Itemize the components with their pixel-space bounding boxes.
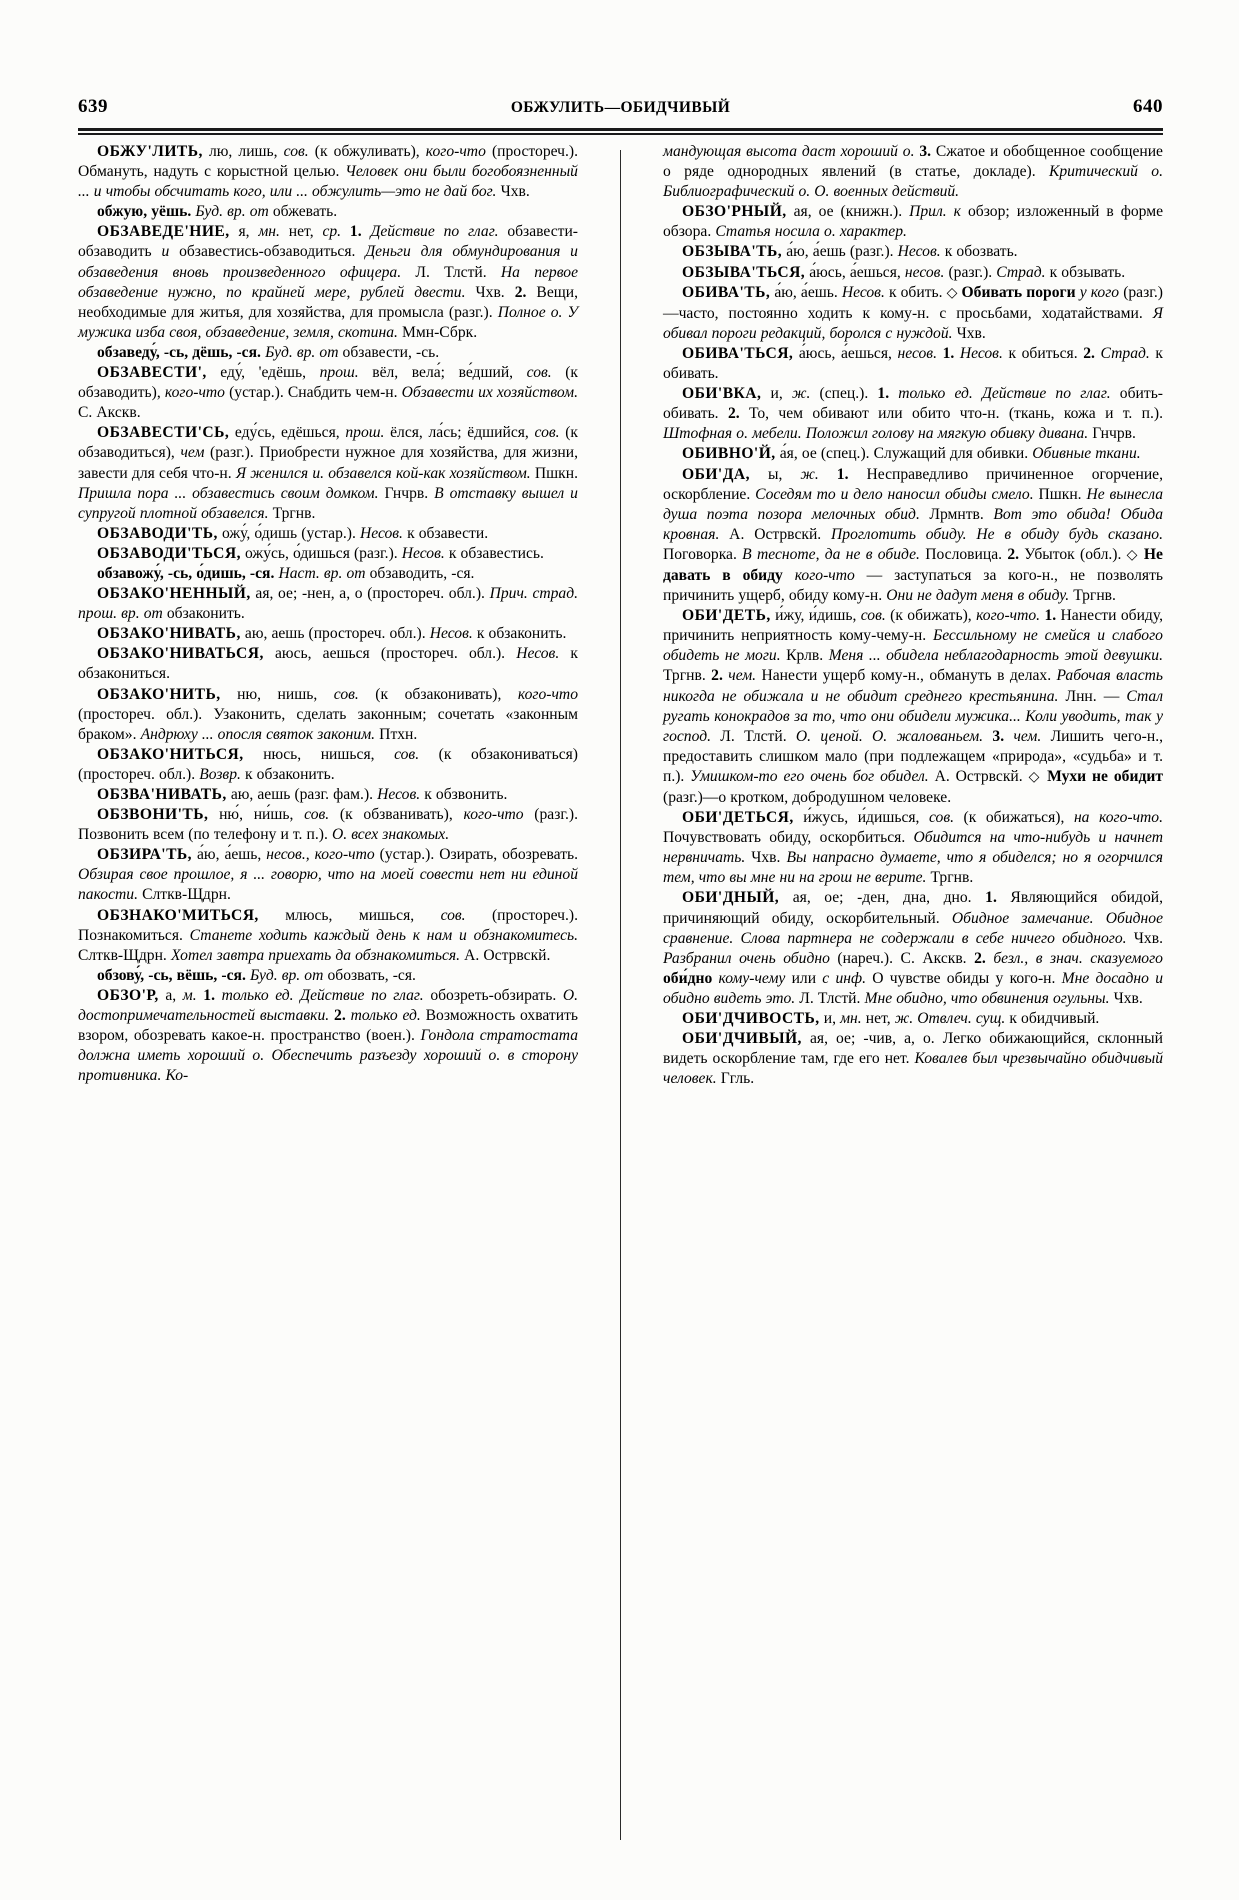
dictionary-entry bbox=[78, 906, 578, 966]
entry-definition: ая, ое; -нен, а, о (простореч. обл.). Прич. страд. прош. вр. от обзаконить. bbox=[78, 585, 579, 623]
dictionary-entry bbox=[78, 544, 578, 564]
entry-definition: ы, ж. 1. Несправедливо причиненное огорчение, оскорбление. Соседям то и дело наносил обиды смело. Пшкн. Не вынесла душа поэта позора мелочных обид. Лрмнтв. Вот это обида! Обида кровная. А. Острвскй. Проглотить обиду. Не в обиду будь сказано. Поговорка. В тесноте, да не в обиде. Пословица. 2. Убыток (обл.). ◇ Не давать в обиду кого-что — заступаться за кого-н., не позволять причинить ущерб, обиду кому-н. Они не дадут меня в обиду. Тргнв. bbox=[663, 465, 1163, 605]
entry-headword: ОБЗАВЕСТИ'СЬ, bbox=[97, 424, 230, 442]
header-rule bbox=[78, 128, 1163, 135]
entry-definition: аюсь, аешься (простореч. обл.). Несов. к обзакониться. bbox=[78, 645, 578, 683]
columns-area bbox=[78, 142, 1163, 1842]
entry-headword: ОБЗЫВА'ТЬ, bbox=[682, 243, 783, 261]
dictionary-entry bbox=[663, 263, 1163, 283]
entry-definition: и, ж. (спец.). 1. только ед. Действие по глаг. обить-обивать. 2. То, чем обивают или обито что-н. (ткань, кожа и т. п.). Штофная о. мебели. Положил голову на мягкую обивку дивана. Гнчрв. bbox=[663, 385, 1163, 443]
entry-definition: ая, ое; -ден, дна, дно. 1. Являющийся обидой, причиняющий обиду, оскорбительный. Обидное замечание. Обидное сравнение. Слова партнера не содержали в себе ничего обидного. Чхв. Разбранил очень обидно (нареч.). С. Акскв. 2. безл., в знач. сказуемого оби́дно кому-чему или с инф. О чувстве обиды у кого-н. Мне досадно и обидно видеть это. Л. Тлстй. Мне обидно, что обвинения огульны. Чхв. bbox=[663, 889, 1164, 1007]
dictionary-entry bbox=[78, 423, 578, 523]
entry-headword: ОБИ'ДЕТЬСЯ, bbox=[682, 809, 794, 827]
dictionary-entry bbox=[663, 606, 1163, 808]
entry-headword: ОБЗО'РНЫЙ, bbox=[682, 203, 787, 221]
column-left bbox=[78, 142, 578, 1086]
dictionary-subentry bbox=[78, 202, 578, 222]
dictionary-entry bbox=[663, 1009, 1163, 1029]
dictionary-entry bbox=[78, 745, 578, 785]
dictionary-entry bbox=[663, 1029, 1163, 1089]
entry-definition: а́юсь, а́ешься, несов. (разг.). Страд. к обзывать. bbox=[805, 263, 1126, 281]
page-number-left: 639 bbox=[78, 96, 108, 117]
entry-definition: Буд. вр. от обзавести, -сь. bbox=[265, 343, 440, 361]
entry-headword: ОБЗАКО'НИВАТЬСЯ, bbox=[97, 645, 264, 663]
entry-definition: а, м. 1. только ед. Действие по глаг. обозреть-обзирать. О. достопримечательностей выставки. 2. только ед. Возможность охватить взором, обозревать какое-н. пространство (воен.). Гондола стратостата должна иметь хороший о. Обеспечить разъезду хороший о. в сторону противника. Ко- bbox=[78, 986, 578, 1085]
entry-headword: ОБЗАКО'НИТЬСЯ, bbox=[97, 745, 244, 763]
entry-headword: ОБЖУ'ЛИТЬ, bbox=[97, 143, 203, 160]
entry-headword: ОБЗАВОДИ'ТЬ, bbox=[97, 524, 218, 542]
dictionary-entry bbox=[663, 202, 1163, 242]
entry-definition: и, мн. нет, ж. Отвлеч. сущ. к обидчивый. bbox=[819, 1010, 1100, 1028]
entry-definition: и́жусь, и́дишься, сов. (к обижаться), на кого-что. Почувствовать обиду, оскорбиться. Обидится на что-нибудь и начнет нервничать. Чхв. Вы напрасно думаете, что я обиделся; но я огорчился тем, что вы мне ни на грош не верите. Тргнв. bbox=[663, 809, 1163, 887]
entry-definition: я, мн. нет, ср. 1. Действие по глаг. обзавести-обзаводить и обзавестись-обзаводиться. Деньги для обмундирования и обзаведения вновь произведенного офицера. Л. Тлстй. На первое обзаведение нужно, по крайней мере, рублей двести. Чхв. 2. Вещи, необходимые для житья, для хозяйства, для промысла (разг.). Полное о. У мужика изба своя, обзаведение, земля, скотина. Ммн-Сбрк. bbox=[78, 223, 579, 341]
entry-headword: обзавожу́, -сь, о́дишь, -ся. bbox=[97, 564, 275, 582]
entry-headword: ОБИ'ДЧИВОСТЬ, bbox=[682, 1010, 820, 1028]
dictionary-entry bbox=[78, 624, 578, 644]
entry-definition: ая, ое; -чив, а, о. Легко обижающийся, склонный видеть оскорбление там, где его нет. Ковалев был чрезвычайно обидчивый человек. Ггль. bbox=[663, 1030, 1163, 1088]
dictionary-subentry bbox=[78, 343, 578, 363]
dictionary-entry bbox=[78, 584, 578, 624]
dictionary-entry bbox=[663, 384, 1163, 444]
dictionary-entry bbox=[663, 888, 1163, 1009]
entry-headword: ОБЗВОНИ'ТЬ, bbox=[97, 806, 209, 824]
entry-definition: нюсь, нишься, сов. (к обзакониваться) (простореч. обл.). Возвр. к обзаконить. bbox=[78, 745, 578, 783]
entry-definition: аю, аешь (простореч. обл.). Несов. к обзаконить. bbox=[240, 625, 567, 643]
entry-definition: аю, аешь (разг. фам.). Несов. к обзвонить. bbox=[226, 786, 508, 803]
entry-headword: ОБЗВА'НИВАТЬ, bbox=[97, 786, 227, 803]
entry-headword: ОБЗАВЕДЕ'НИЕ, bbox=[97, 223, 230, 241]
dictionary-entry bbox=[78, 222, 578, 343]
running-head-title: ОБЖУЛИТЬ—ОБИДЧИВЫЙ bbox=[510, 99, 731, 116]
dictionary-subentry bbox=[78, 966, 578, 986]
entry-headword: ОБИВА'ТЬСЯ, bbox=[682, 344, 794, 362]
entry-definition: еду́, 'едёшь, прош. вёл, вела́; ве́дший, сов. (к обзаводить), кого-что (устар.). Снабдить чем-н. Обзавести их хозяйством. С. Акскв. bbox=[78, 364, 578, 422]
entry-definition: а́ю, а́ешь (разг.). Несов. к обозвать. bbox=[782, 243, 1018, 261]
dictionary-entry bbox=[78, 363, 578, 423]
entry-headword: ОБЗАВЕСТИ', bbox=[97, 364, 207, 382]
entry-definition: ожу́, о́дишь (устар.). Несов. к обзавести. bbox=[217, 524, 489, 542]
entry-definition: ая, ое (книжн.). Прил. к обзор; изложенный в форме обзора. Статья носила о. характер. bbox=[663, 203, 1163, 241]
entry-definition: ню, нишь, сов. (к обзаконивать), кого-что (простореч. обл.). Узаконить, сделать законным; сочетать «законным браком». Андрюху ... опосля святок законим. Птхн. bbox=[78, 685, 578, 743]
entry-definition: мандующая высота даст хороший о. 3. Сжатое и обобщенное сообщение о ряде однородных явлений (в статье, докладе). Критический о. Библиографический о. О. военных действий. bbox=[663, 143, 1164, 201]
column-right bbox=[663, 142, 1163, 1089]
entry-headword: ОБЗЫВА'ТЬСЯ, bbox=[682, 263, 806, 281]
entry-definition: а́ю, а́ешь. Несов. к обить. ◇ Обивать пороги у кого (разг.)—часто, постоянно ходить к кому-н. с просьбами, ходатайствами. Я обивал пороги редакций, боролся с нуждой. Чхв. bbox=[663, 283, 1163, 342]
entry-headword: ОБИВА'ТЬ, bbox=[682, 283, 771, 301]
entry-definition: млюсь, мишься, сов. (простореч.). Познакомиться. Станете ходить каждый день к нам и обзнакомитесь. Слткв-Щдрн. Хотел завтра приехать да обзнакомиться. А. Острвскй. bbox=[78, 906, 578, 964]
entry-definition: Буд. вр. от обозвать, -ся. bbox=[249, 966, 416, 984]
dictionary-entry bbox=[663, 444, 1163, 464]
entry-headword: ОБЗАВОДИ'ТЬСЯ, bbox=[97, 544, 241, 562]
entry-definition: а́юсь, а́ешься, несов. 1. Несов. к обиться. 2. Страд. к обивать. bbox=[663, 344, 1163, 383]
entry-headword: обзаведу́, -сь, дёшь, -ся. bbox=[97, 343, 261, 361]
rule-thin bbox=[78, 133, 1163, 135]
entry-definition: еду́сь, едёшься, прош. ёлся, ла́сь; ёдшийся, сов. (к обзаводиться), чем (разг.). Приобрести нужное для хозяйства, для жизни, завести для себя что-н. Я женился и. обзавелся кой-как хозяйством. Пшкн. Пришла пора ... обзавестись своим домком. Гнчрв. В отставку вышел и супругой плотной обзавелся. Тргнв. bbox=[78, 424, 579, 522]
column-divider bbox=[620, 150, 621, 1840]
dictionary-entry bbox=[78, 685, 578, 745]
entry-definition: Буд. вр. от обжевать. bbox=[195, 203, 338, 221]
entry-definition: лю, лишь, сов. (к обжуливать), кого-что (простореч.). Обмануть, надуть с корыстной целью. Человек они были богобоязненный ... и чтобы обсчитать кого, или ... обжулить—это не дай бог. Чхв. bbox=[78, 143, 578, 201]
dictionary-entry bbox=[663, 283, 1163, 344]
entry-headword: ОБЗО'Р, bbox=[97, 986, 159, 1004]
entry-headword: ОБИ'ДЧИВЫЙ, bbox=[682, 1030, 802, 1048]
dictionary-entry bbox=[78, 785, 578, 805]
entry-definition: ню́, ни́шь, сов. (к обзванивать), кого-что (разг.). Позвонить всем (по телефону и т. п.). О. всех знакомых. bbox=[78, 806, 579, 844]
entry-headword: ОБИ'ВКА, bbox=[682, 385, 762, 403]
dictionary-subentry bbox=[78, 564, 578, 584]
dictionary-entry bbox=[78, 644, 578, 684]
dictionary-entry bbox=[663, 808, 1163, 888]
dictionary-entry bbox=[663, 242, 1163, 262]
entry-definition: Наст. вр. от обзаводить, -ся. bbox=[278, 564, 475, 582]
entry-headword: ОБЗИРА'ТЬ, bbox=[97, 846, 193, 864]
entry-headword: ОБЗНАКО'МИТЬСЯ, bbox=[97, 906, 259, 924]
page-number-right: 640 bbox=[1133, 96, 1163, 117]
entry-headword: обжую, уёшь. bbox=[97, 203, 192, 221]
dictionary-entry bbox=[663, 465, 1163, 607]
entry-definition: а́я, ое (спец.). Служащий для обивки. Обивные ткани. bbox=[775, 445, 1141, 463]
entry-headword: ОБИ'ДЕТЬ, bbox=[682, 607, 771, 625]
entry-definition: ожу́сь, о́дишься (разг.). Несов. к обзавестись. bbox=[240, 544, 544, 562]
entry-headword: ОБЗАКО'НИВАТЬ, bbox=[97, 625, 241, 643]
dictionary-entry bbox=[78, 986, 578, 1086]
entry-definition: и́жу, и́дишь, сов. (к обижать), кого-что. 1. Нанести обиду, причинить неприятность кому-чему-н. Бессильному не смейся и слабого обидеть не моги. Крлв. Меня ... обидела неблагодарность этой девушки. Тргнв. 2. чем. Нанести ущерб кому-н., обмануть в делах. Рабочая власть никогда не обижала и не обидит среднего крестьянина. Лнн. — Стал ругать конокрадов за то, что они обидели мужика... Коли уводить, так у господ. Л. Тлстй. О. ценой. О. жалованьем. 3. чем. Лишить чего-н., предоставить слишком мало (при подлежащем «природа», «судьба» и т. п.). Умишком-то его очень бог обидел. А. Острвскй. ◇ Мухи не обидит (разг.)—о кротком, добродушном человеке. bbox=[663, 607, 1163, 806]
entry-headword: ОБИ'ДНЫЙ, bbox=[682, 889, 780, 907]
dictionary-entry bbox=[663, 142, 1163, 202]
entry-headword: ОБЗАКО'НИТЬ, bbox=[97, 685, 221, 703]
entry-headword: ОБЗАКО'НЕННЫЙ, bbox=[97, 585, 251, 603]
entry-headword: ОБИ'ДА, bbox=[682, 465, 750, 483]
running-head bbox=[78, 96, 1163, 122]
dictionary-entry bbox=[78, 142, 578, 202]
dictionary-entry bbox=[663, 344, 1163, 384]
dictionary-entry bbox=[78, 524, 578, 544]
entry-definition: а́ю, а́ешь, несов., кого-что (устар.). Озирать, обозревать. Обзирая свое прошлое, я ... говорю, что на моей совести нет ни единой пакости. Слткв-Щдрн. bbox=[78, 846, 579, 904]
dictionary-entry bbox=[78, 845, 578, 905]
entry-headword: обзову́, -сь, вёшь, -ся. bbox=[97, 966, 246, 984]
entry-headword: ОБИВНО'Й, bbox=[682, 445, 776, 463]
dictionary-entry bbox=[78, 805, 578, 845]
